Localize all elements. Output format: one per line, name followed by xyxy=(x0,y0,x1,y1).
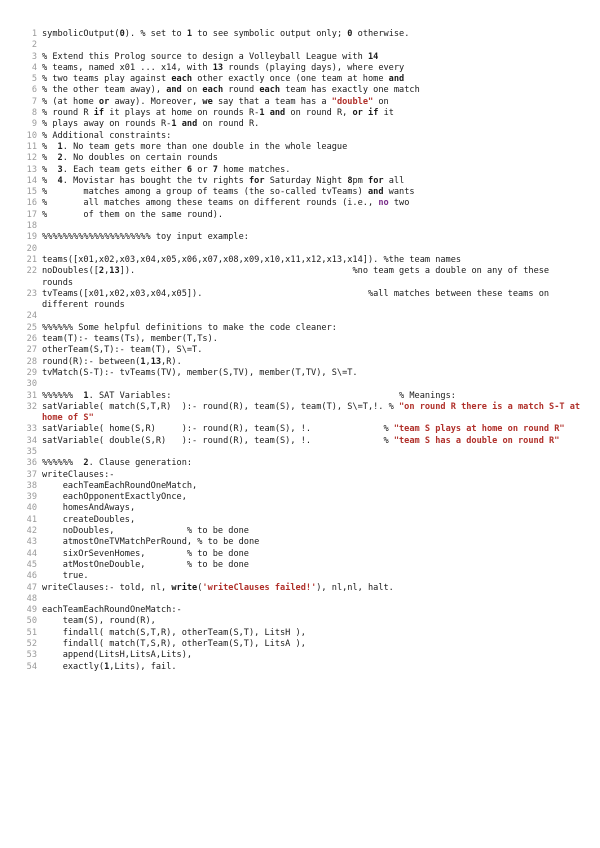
code-token: team(S), round(R), xyxy=(42,616,156,627)
code-line xyxy=(16,108,584,119)
line-code xyxy=(42,605,584,616)
code-token: %%%%%%%%%%%%%%%%%%%%% toy input example: xyxy=(42,232,249,243)
line-code xyxy=(42,198,584,209)
code-line xyxy=(16,176,584,187)
line-number: 31 xyxy=(26,390,37,401)
code-token: home matches. xyxy=(217,164,291,175)
line-code xyxy=(42,232,584,243)
code-token: and xyxy=(367,187,384,198)
code-token: symbolicOutput( xyxy=(42,29,120,39)
code-line xyxy=(16,85,584,96)
code-line xyxy=(16,232,584,243)
line-number: 25 xyxy=(26,322,37,333)
code-token: createDoubles, xyxy=(42,514,136,525)
line-code xyxy=(42,470,584,481)
code-line xyxy=(16,458,584,469)
line-number: 52 xyxy=(26,639,37,650)
code-token: 8 xyxy=(347,175,353,186)
code-token: . No doubles on certain rounds xyxy=(62,153,218,164)
code-token: % of them on the same round). xyxy=(42,209,224,220)
code-token: eachTeamEachRoundOneMatch:- xyxy=(42,605,182,616)
code-token: for xyxy=(368,175,384,186)
line-number: 54 xyxy=(26,661,37,672)
line-code xyxy=(42,323,584,334)
code-token: write xyxy=(171,582,198,593)
code-token: "team S plays at home on round R" xyxy=(393,424,565,435)
code-line xyxy=(16,131,584,142)
line-number: 53 xyxy=(26,650,37,661)
code-token: tvMatch(S-T):- tvTeams(TV), member(S,TV), member(T,TV), S\=T. xyxy=(42,367,358,378)
line-code xyxy=(42,526,584,537)
line-number: 30 xyxy=(26,379,37,390)
code-token: each xyxy=(171,74,193,85)
code-token: eachOpponentExactlyOnce, xyxy=(42,492,187,503)
code-token: away). Moreover, xyxy=(109,96,203,107)
line-code xyxy=(42,424,584,435)
code-line xyxy=(16,345,584,356)
code-token: "double" xyxy=(331,96,374,107)
code-token: or xyxy=(352,108,363,119)
code-line xyxy=(16,63,584,74)
code-token: %%%%%% Some helpful definitions to make the code cleaner: xyxy=(42,322,337,333)
code-token: tvTeams([x01,x02,x03,x04,x05]). %all matches between these teams on different rounds xyxy=(42,288,555,311)
line-number: 15 xyxy=(26,187,37,198)
code-line xyxy=(16,29,584,40)
code-token: each xyxy=(259,85,281,96)
code-line xyxy=(16,503,584,514)
code-token: on round R, xyxy=(285,108,353,119)
line-number: 50 xyxy=(26,616,37,627)
line-code xyxy=(42,108,584,119)
line-number: 17 xyxy=(26,209,37,220)
code-line xyxy=(16,165,584,176)
code-token: , xyxy=(145,356,151,367)
code-token: it xyxy=(378,108,394,119)
code-token: teams([x01,x02,x03,x04,x05,x06,x07,x08,x09,x10,x11,x12,x13,x14]). %the team names xyxy=(42,254,462,265)
code-token: ,R). xyxy=(161,356,182,367)
code-token: % (at home xyxy=(42,96,99,107)
code-token: % xyxy=(42,175,58,186)
line-code xyxy=(42,571,584,582)
code-token: exactly( xyxy=(42,661,105,672)
line-number: 6 xyxy=(31,85,37,96)
code-token: true. xyxy=(42,571,89,582)
line-code xyxy=(42,594,584,605)
line-number: 21 xyxy=(26,254,37,265)
code-token: atmostOneTVMatchPerRound, % to be done xyxy=(42,537,260,548)
line-number: 40 xyxy=(26,503,37,514)
code-line xyxy=(16,537,584,548)
code-line xyxy=(16,628,584,639)
line-code xyxy=(42,142,584,153)
line-code xyxy=(42,29,584,40)
line-code xyxy=(42,311,584,322)
code-line xyxy=(16,662,584,673)
code-token: % xyxy=(42,153,58,164)
code-token: wants xyxy=(383,187,415,198)
code-line xyxy=(16,52,584,63)
line-number: 23 xyxy=(26,288,37,299)
line-number: 18 xyxy=(26,221,37,232)
line-number: 33 xyxy=(26,424,37,435)
code-token: % the other team away), xyxy=(42,85,167,96)
code-token: 1 xyxy=(140,356,146,367)
code-token: on xyxy=(373,96,389,107)
line-number: 51 xyxy=(26,627,37,638)
code-token: team has exactly one match xyxy=(280,85,420,96)
code-token: and xyxy=(181,119,198,130)
line-code xyxy=(42,74,584,85)
line-number: 19 xyxy=(26,232,37,243)
code-token: 7 xyxy=(212,164,218,175)
line-code xyxy=(42,402,584,425)
code-token: . Clause generation: xyxy=(88,458,193,469)
code-token: satVariable( match(S,T,R) ):- round(R), team(S), team(T), S\=T,!. % xyxy=(42,401,399,412)
code-line xyxy=(16,368,584,379)
code-token: ), nl,nl, halt. xyxy=(316,582,394,593)
code-line xyxy=(16,244,584,255)
code-token: % Additional constraints: xyxy=(42,130,172,141)
code-token: , xyxy=(104,266,110,277)
code-line xyxy=(16,198,584,209)
code-line xyxy=(16,97,584,108)
line-number: 45 xyxy=(26,559,37,570)
code-token: 1 xyxy=(104,661,110,672)
line-code xyxy=(42,266,584,289)
code-token: rounds (playing days), where every xyxy=(223,62,405,73)
code-token: append(LitsH,LitsA,Lits), xyxy=(42,650,193,661)
code-token: findall( match(T,S,R), otherTeam(S,T), LitsA ), xyxy=(42,639,306,650)
code-token: 2 xyxy=(83,458,89,469)
code-token: ). % set to xyxy=(124,29,187,39)
code-token: % matches among a group of teams (the so-called tvTeams) xyxy=(42,187,368,198)
line-code xyxy=(42,650,584,661)
code-token: Saturday Night xyxy=(264,175,348,186)
code-token: %%%%%% xyxy=(42,390,84,401)
line-code xyxy=(42,210,584,221)
code-token: 13 xyxy=(212,62,224,73)
line-code xyxy=(42,176,584,187)
code-token: ]). %no team gets a double on any of these rounds xyxy=(42,266,555,288)
code-token: eachTeamEachRoundOneMatch, xyxy=(42,480,198,491)
code-line xyxy=(16,436,584,447)
code-token: noDoubles([ xyxy=(42,266,99,277)
code-line xyxy=(16,605,584,616)
line-number: 5 xyxy=(31,74,37,85)
code-token: 4 xyxy=(57,175,63,186)
line-number: 4 xyxy=(31,62,37,73)
code-token: . No team gets more than one double in the whole league xyxy=(62,141,348,152)
code-token: it plays at home on rounds R- xyxy=(104,108,260,119)
code-line xyxy=(16,187,584,198)
code-token: 1 xyxy=(171,119,177,130)
code-token: %%%%%% xyxy=(42,458,84,469)
code-line xyxy=(16,391,584,402)
code-token: to see symbolic output only; xyxy=(192,29,348,39)
code-token: writeClauses:- xyxy=(42,469,115,480)
line-number: 47 xyxy=(26,582,37,593)
line-number: 3 xyxy=(31,51,37,62)
line-code xyxy=(42,131,584,142)
line-number: 49 xyxy=(26,605,37,616)
code-token: and xyxy=(269,108,286,119)
code-token: ,Lits), fail. xyxy=(109,661,177,672)
code-token: 1 xyxy=(57,141,63,152)
code-line xyxy=(16,549,584,560)
code-token: 0 xyxy=(347,29,353,39)
code-token: % plays away on rounds R- xyxy=(42,119,172,130)
code-line xyxy=(16,210,584,221)
line-number: 24 xyxy=(26,311,37,322)
code-line xyxy=(16,40,584,51)
code-token: 13 xyxy=(150,356,162,367)
code-line xyxy=(16,594,584,605)
line-code xyxy=(42,492,584,503)
line-code xyxy=(42,52,584,63)
code-line xyxy=(16,289,584,312)
line-code xyxy=(42,85,584,96)
code-token: % round R xyxy=(42,108,94,119)
code-line xyxy=(16,526,584,537)
line-number: 37 xyxy=(26,469,37,480)
line-number: 42 xyxy=(26,526,37,537)
code-line xyxy=(16,255,584,266)
code-token: on xyxy=(181,85,203,96)
code-token: on round R. xyxy=(197,119,260,130)
line-code xyxy=(42,379,584,390)
code-line xyxy=(16,492,584,503)
code-token: atMostOneDouble, % to be done xyxy=(42,559,249,570)
line-code xyxy=(42,616,584,627)
code-token: 'writeClauses failed!' xyxy=(202,582,317,593)
code-token: or xyxy=(192,164,213,175)
code-token: 3 xyxy=(57,164,63,175)
line-code xyxy=(42,153,584,164)
line-code xyxy=(42,458,584,469)
code-token: . Each team gets either xyxy=(62,164,187,175)
code-line xyxy=(16,447,584,458)
line-code xyxy=(42,503,584,514)
line-code xyxy=(42,63,584,74)
code-token: % two teams play against xyxy=(42,74,172,85)
code-line xyxy=(16,402,584,425)
line-number: 34 xyxy=(26,435,37,446)
line-number: 43 xyxy=(26,537,37,548)
line-code xyxy=(42,583,584,594)
code-token: . SAT Variables: % Meanings: xyxy=(88,390,456,401)
code-token: if xyxy=(368,108,379,119)
line-code xyxy=(42,97,584,108)
line-number: 32 xyxy=(26,401,37,412)
line-number: 16 xyxy=(26,198,37,209)
code-line xyxy=(16,481,584,492)
code-line xyxy=(16,379,584,390)
line-number: 27 xyxy=(26,345,37,356)
line-code xyxy=(42,436,584,447)
line-code xyxy=(42,119,584,130)
code-token: all xyxy=(383,175,405,186)
code-token: "team S has a double on round R" xyxy=(393,435,560,446)
line-number: 8 xyxy=(31,108,37,119)
line-number: 39 xyxy=(26,492,37,503)
code-line xyxy=(16,142,584,153)
code-token: team(T):- teams(Ts), member(T,Ts). xyxy=(42,334,218,345)
code-token: each xyxy=(202,85,224,96)
code-token: round(R):- between( xyxy=(42,356,141,367)
code-token: 1 xyxy=(186,29,193,39)
line-code xyxy=(42,391,584,402)
code-token: if xyxy=(93,108,105,119)
line-number: 44 xyxy=(26,548,37,559)
code-token: two xyxy=(388,198,410,209)
line-code xyxy=(42,549,584,560)
line-number: 22 xyxy=(26,266,37,277)
line-number: 11 xyxy=(26,141,37,152)
line-code xyxy=(42,357,584,368)
code-token: % Extend this Prolog source to design a Volleyball League with xyxy=(42,51,368,62)
line-code xyxy=(42,368,584,379)
code-line xyxy=(16,266,584,289)
code-line xyxy=(16,424,584,435)
code-token: findall( match(S,T,R), otherTeam(S,T), LitsH ), xyxy=(42,627,306,638)
code-line xyxy=(16,560,584,571)
code-line xyxy=(16,571,584,582)
line-number: 28 xyxy=(26,356,37,367)
line-code xyxy=(42,40,584,51)
code-token: no xyxy=(378,198,389,209)
line-number: 41 xyxy=(26,514,37,525)
code-token: ( xyxy=(197,582,203,593)
code-token: sixOrSevenHomes, % to be done xyxy=(42,548,249,559)
code-token: 1 xyxy=(259,108,265,119)
code-token: for xyxy=(248,175,265,186)
line-code xyxy=(42,481,584,492)
code-token: and xyxy=(388,74,405,85)
code-line xyxy=(16,323,584,334)
code-token: % xyxy=(42,141,58,152)
code-token: writeClauses:- told, nl, xyxy=(42,582,172,593)
line-number: 26 xyxy=(26,334,37,345)
code-token: 0 xyxy=(119,29,125,39)
line-number: 14 xyxy=(26,175,37,186)
line-code xyxy=(42,639,584,650)
code-line xyxy=(16,334,584,345)
code-line xyxy=(16,650,584,661)
line-number: 36 xyxy=(26,458,37,469)
line-number: 38 xyxy=(26,480,37,491)
code-token: 13 xyxy=(109,266,120,277)
line-code xyxy=(42,447,584,458)
line-number: 2 xyxy=(31,40,37,51)
code-token: pm xyxy=(352,175,369,186)
code-token: 14 xyxy=(367,51,379,62)
code-token: homesAndAways, xyxy=(42,503,136,514)
line-number: 10 xyxy=(26,130,37,141)
line-number: 35 xyxy=(26,446,37,457)
code-token: 2 xyxy=(57,153,63,164)
code-line xyxy=(16,616,584,627)
code-line xyxy=(16,470,584,481)
line-number: 29 xyxy=(26,367,37,378)
code-line xyxy=(16,583,584,594)
line-code xyxy=(42,289,584,312)
line-code xyxy=(42,165,584,176)
code-token: otherTeam(S,T):- team(T), S\=T. xyxy=(42,345,203,356)
code-token: or xyxy=(98,96,110,107)
code-token: and xyxy=(166,85,182,96)
code-token: % xyxy=(42,164,58,175)
code-line xyxy=(16,357,584,368)
line-code xyxy=(42,255,584,266)
line-number: 12 xyxy=(26,153,37,164)
line-code xyxy=(42,537,584,548)
line-code xyxy=(42,187,584,198)
line-code xyxy=(42,345,584,356)
code-token: round xyxy=(223,85,260,96)
code-token: . Movistar has bought the tv rights xyxy=(62,175,249,186)
line-number: 9 xyxy=(31,119,37,130)
line-code xyxy=(42,560,584,571)
line-number: 48 xyxy=(26,593,37,604)
code-token: we xyxy=(202,96,213,107)
line-code xyxy=(42,334,584,345)
line-code xyxy=(42,662,584,673)
code-token: 6 xyxy=(186,164,193,175)
code-token: "on round R there is a match S-T at home of S" xyxy=(42,401,586,424)
code-token: % all matches among these teams on different rounds (i.e., xyxy=(42,198,379,209)
code-line xyxy=(16,311,584,322)
code-line xyxy=(16,639,584,650)
code-token: % teams, named x01 ... x14, with xyxy=(42,62,213,73)
code-line xyxy=(16,119,584,130)
code-token: satVariable( home(S,R) ):- round(R), team(S), !. % xyxy=(42,424,394,435)
line-number: 20 xyxy=(26,243,37,254)
line-code xyxy=(42,515,584,526)
code-token: other exactly once (one team at home xyxy=(192,74,389,85)
code-token: 1 xyxy=(83,390,89,401)
line-code xyxy=(42,244,584,255)
code-token: say that a team has a xyxy=(212,96,332,107)
line-number: 46 xyxy=(26,571,37,582)
code-token: satVariable( double(S,R) ):- round(R), team(S), !. % xyxy=(42,435,394,446)
line-code xyxy=(42,221,584,232)
code-editor[interactable] xyxy=(16,29,584,673)
code-token: noDoubles, % to be done xyxy=(42,526,249,537)
code-token: 2 xyxy=(98,266,105,277)
code-line xyxy=(16,74,584,85)
code-line xyxy=(16,153,584,164)
code-line xyxy=(16,221,584,232)
line-number: 7 xyxy=(31,96,37,107)
code-line xyxy=(16,515,584,526)
line-number: 13 xyxy=(26,164,37,175)
code-token: otherwise. xyxy=(352,29,410,39)
line-code xyxy=(42,628,584,639)
line-number: 1 xyxy=(31,29,37,39)
